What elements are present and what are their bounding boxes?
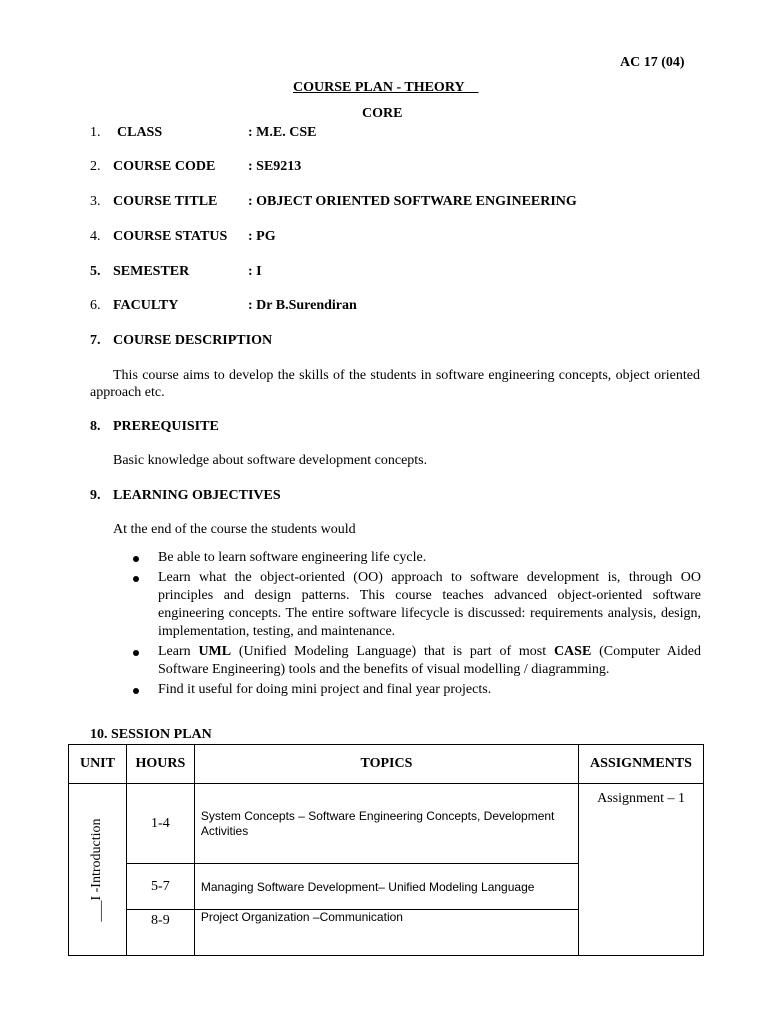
session-plan-table	[68, 744, 704, 956]
hours-cell: 1-4	[126, 784, 194, 864]
topic-cell: Project Organization –Communication	[194, 910, 578, 956]
objectives-list	[130, 549, 701, 701]
section-text: This course aims to develop the skills of the students in software engineering concepts, object oriented approach etc.	[90, 368, 700, 400]
topic-cell: Managing Software Development– Unified Modeling Language	[194, 864, 578, 910]
bullet-icon	[133, 556, 139, 562]
page-title: COURSE PLAN - THEORY	[293, 80, 465, 95]
hours-cell: 8-9	[126, 910, 194, 956]
field-label: COURSE STATUS	[113, 229, 228, 244]
bullet-icon	[133, 688, 139, 694]
section-number: 8.	[90, 419, 101, 434]
column-header: UNIT	[69, 745, 127, 784]
field-number: 2.	[90, 159, 101, 174]
section-heading: COURSE DESCRIPTION	[113, 333, 273, 348]
section-text: Basic knowledge about software development concepts.	[113, 453, 428, 468]
list-item: Learn UML (Unified Modeling Language) that is part of most CASE (Computer Aided Software Engineering) tools and the benefits of visual modelling / diagramming.	[130, 643, 701, 679]
field-value: : M.E. CSE	[248, 125, 317, 140]
field-value: : Dr B.Surendiran	[248, 298, 357, 313]
field-label: COURSE CODE	[113, 159, 216, 174]
field-label: CLASS	[117, 125, 163, 140]
field-value: : PG	[248, 229, 276, 244]
field-number: 3.	[90, 194, 101, 209]
document-code: AC 17 (04)	[620, 55, 685, 70]
field-label: FACULTY	[113, 298, 179, 313]
table-row	[69, 784, 704, 864]
column-header: HOURS	[126, 745, 194, 784]
field-number: 1.	[90, 125, 101, 140]
table-header-row	[69, 745, 704, 784]
field-number: 4.	[90, 229, 101, 244]
list-item: Be able to learn software engineering life cycle.	[130, 549, 701, 567]
field-number: 6.	[90, 298, 101, 313]
list-item: Find it useful for doing mini project and final year projects.	[130, 681, 701, 699]
field-value: : OBJECT ORIENTED SOFTWARE ENGINEERING	[248, 194, 577, 209]
field-value: : I	[248, 264, 262, 279]
field-label: SEMESTER	[113, 264, 190, 279]
unit-cell	[69, 784, 127, 956]
section-number: 7.	[90, 333, 101, 348]
bullet-icon	[133, 576, 139, 582]
page-subtitle: CORE	[362, 106, 403, 121]
list-item: Learn what the object-oriented (OO) approach to software development is, through OO principles and design patterns. This course teaches advanced object-oriented software engineering concepts. The entire software lifecycle is discussed: requirements analysis, design, implementation, testing, and maintenance.	[130, 569, 701, 640]
field-value: : SE9213	[248, 159, 302, 174]
column-header: TOPICS	[194, 745, 578, 784]
section-heading: LEARNING OBJECTIVES	[113, 488, 281, 503]
objectives-intro: At the end of the course the students would	[113, 522, 356, 537]
session-plan-heading: 10. SESSION PLAN	[90, 727, 212, 742]
unit-label: ___I -Introduction	[89, 817, 105, 922]
field-label: COURSE TITLE	[113, 194, 218, 209]
bullet-icon	[133, 650, 139, 656]
field-number: 5.	[90, 264, 101, 279]
topic-cell: System Concepts – Software Engineering Concepts, Development Activities	[194, 784, 578, 864]
section-number: 9.	[90, 488, 101, 503]
column-header: ASSIGNMENTS	[579, 745, 704, 784]
section-heading: PREREQUISITE	[113, 419, 219, 434]
assignment-cell: Assignment – 1	[579, 784, 704, 956]
hours-cell: 5-7	[126, 864, 194, 910]
